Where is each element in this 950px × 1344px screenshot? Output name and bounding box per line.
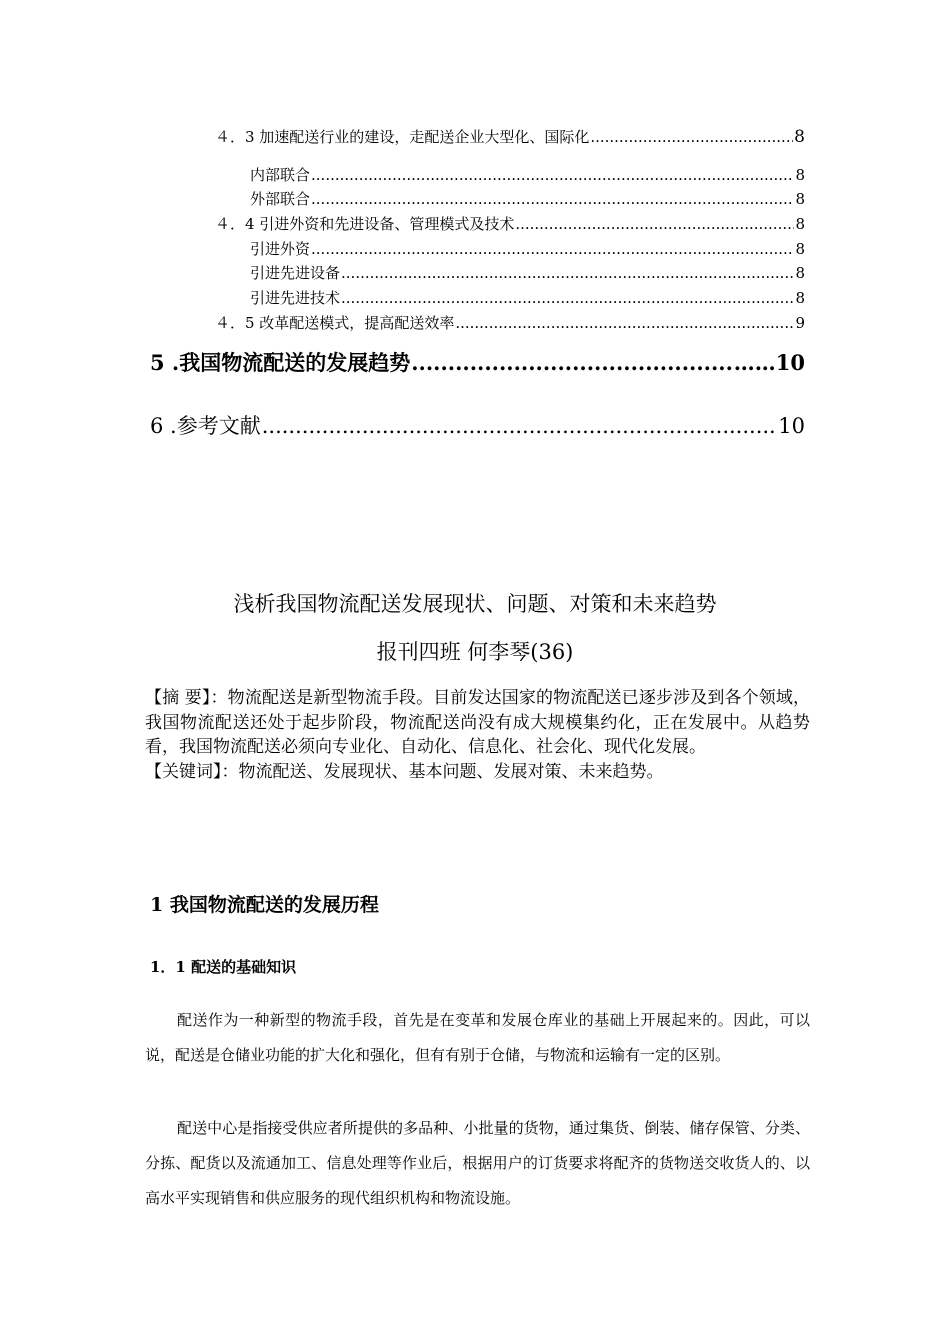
toc-leader-dots: [311, 240, 794, 258]
toc-leader-dots: [455, 314, 794, 332]
toc-entry-page: 8: [795, 166, 805, 184]
toc-entry-external-union[interactable]: [250, 188, 805, 209]
toc-entry-page: 8: [795, 190, 805, 208]
toc-entry-label: 引进外资: [250, 240, 311, 258]
toc-entry-page: ……10: [733, 350, 805, 375]
keywords: 【关键词】：物流配送、发展现状、基本问题、发展对策、未来趋势。: [145, 761, 664, 782]
article-author: 报刊四班 何李琴(36): [376, 640, 574, 664]
toc-entry-5[interactable]: [150, 347, 805, 377]
abstract: 【摘 要】：物流配送是新型物流手段。目前发达国家的物流配送已逐步涉及到各个领域，我国物流配送还处于起步阶段，物流配送尚没有成大规模集约化，正在发展中。从趋势看，我国物流配送必须向专业化、自动化、信息化、社会化、现代化发展。: [145, 688, 810, 757]
toc-entry-advanced-equipment[interactable]: [250, 262, 805, 283]
toc-leader-dots: [311, 166, 794, 184]
section-1-1-heading: 1．1 配送的基础知识: [150, 958, 297, 976]
toc-entry-page: 8: [795, 215, 805, 233]
section-1-heading: 1 我国物流配送的发展历程: [150, 894, 379, 916]
toc-entry-label: 外部联合: [250, 190, 311, 208]
toc-entry-4-3[interactable]: [215, 126, 805, 147]
toc-leader-dots: [341, 264, 794, 282]
toc-entry-page: 9: [795, 314, 805, 332]
article-title: 浅析我国物流配送发展现状、问题、对策和未来趋势: [233, 592, 717, 616]
toc-entry-label: ４．5 改革配送模式，提高配送效率: [215, 314, 455, 332]
toc-entry-page: 10: [778, 414, 805, 438]
toc-entry-label: 内部联合: [250, 166, 311, 184]
toc-entry-4-4[interactable]: [215, 213, 805, 234]
toc-entry-label: 6 .参考文献: [150, 414, 261, 438]
toc-entry-label: 引进先进技术: [250, 289, 341, 307]
toc-entry-label: 5 .我国物流配送的发展趋势: [150, 350, 411, 375]
toc-leader-dots: [311, 190, 794, 208]
paragraph-2: 配送中心是指接受供应者所提供的多品种、小批量的货物，通过集货、倒装、储存保管、分类、分拣、配货以及流通加工、信息处理等作业后，根据用户的订货要求将配齐的货物送交收货人的、以高水平实现销售和供应服务的现代组织机构和物流设施。: [145, 1119, 810, 1207]
toc-entry-label: 引进先进设备: [250, 264, 341, 282]
toc-entry-internal-union[interactable]: [250, 164, 805, 185]
toc-entry-label: ４．3 加速配送行业的建设，走配送企业大型化、国际化: [215, 128, 590, 146]
toc-entry-page: 8: [795, 289, 805, 307]
toc-entry-page: 8: [795, 240, 805, 258]
abstract-block: [145, 686, 810, 784]
toc-entry-4-5[interactable]: [215, 312, 805, 333]
toc-leader-dots: [515, 215, 794, 233]
toc-leader-dots: [411, 350, 733, 375]
toc-entry-advanced-technology[interactable]: [250, 287, 805, 308]
toc-entry-foreign-capital[interactable]: [250, 238, 805, 259]
toc-leader-dots: [262, 414, 778, 438]
toc-entry-page: 8: [795, 264, 805, 282]
toc-leader-dots: [590, 128, 793, 146]
toc-entry-label: ４．4 引进外资和先进设备、管理模式及技术: [215, 215, 515, 233]
toc-leader-dots: [341, 289, 794, 307]
paragraph-1: 配送作为一种新型的物流手段，首先是在变革和发展仓库业的基础上开展起来的。因此，可以说，配送是仓储业功能的扩大化和强化，但有有别于仓储，与物流和运输有一定的区别。: [145, 1011, 810, 1064]
toc-entry-page: 8: [794, 127, 805, 147]
toc-entry-6[interactable]: [150, 410, 805, 440]
